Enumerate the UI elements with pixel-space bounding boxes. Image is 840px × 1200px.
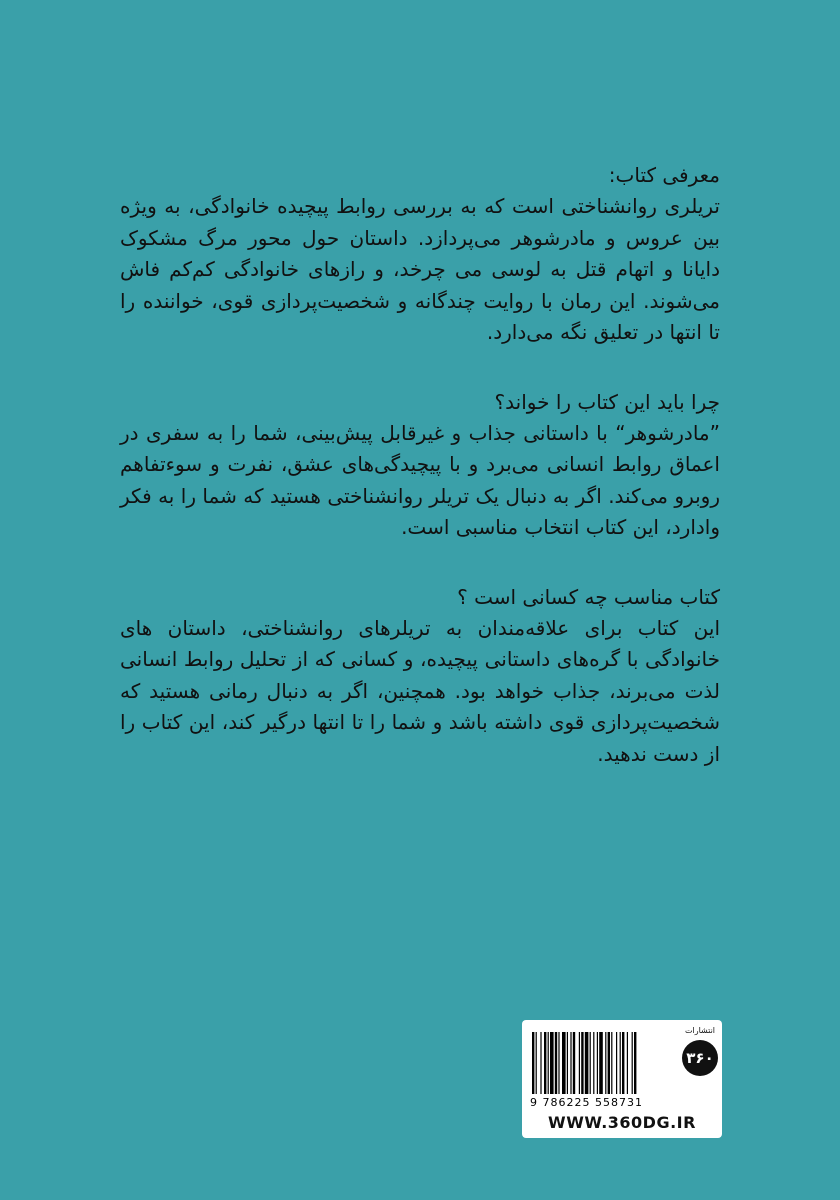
book-description xyxy=(120,160,720,808)
section-body: این کتاب برای علاقه‌مندان به تریلرهای روانشناختی، داستان های خانوادگی با گره‌های داستانی پیچیده، و کسانی که از تحلیل روابط انسانی لذت می‌برند، جذاب خواهد بود. همچنین، اگر به دنبال رمانی هستید که شخصیت‌پردازی قوی داشته باشد و شما را تا انتها درگیر کند، این کتاب را از دست ندهید. xyxy=(120,615,720,766)
section-heading: معرفی کتاب: xyxy=(608,163,720,187)
section-heading: کتاب مناسب چه کسانی است ؟ xyxy=(457,584,720,609)
section-why-read xyxy=(120,387,720,544)
section-heading: چرا باید این کتاب را خواند؟ xyxy=(494,389,720,414)
barcode-icon xyxy=(530,1032,680,1102)
publisher-logo xyxy=(682,1026,718,1088)
section-introduction xyxy=(120,160,720,349)
section-audience xyxy=(120,582,720,771)
section-body: تریلری روانشناختی است که به بررسی روابط پیچیده خانوادگی، به ویژه بین عروس و مادرشوهر می‌پردازد. داستان حول محور مرگ مشکوک دایانا و اتهام قتل به لوسی می چرخد، و رازهای خانوادگی کم‌کم فاش می‌شوند. این رمان با روایت چندگانه و شخصیت‌پردازی قوی، خواننده را تا انتها در تعلیق نگه می‌دارد. xyxy=(120,194,720,344)
logo-icon: ۳۶۰ xyxy=(682,1040,718,1076)
section-body: ”مادرشوهر“ با داستانی جذاب و غیرقابل پیش‌بینی، شما را به سفری در اعماق روابط انسانی می‌برد و با پیچیدگی‌های عشق، نفرت و سوء‌تفاهم روبرو می‌کند. اگر به دنبال یک تریلر روانشناختی هستید که شما را به فکر وادارد، این کتاب انتخاب مناسبی است. xyxy=(120,420,720,539)
publisher-badge xyxy=(522,1020,722,1138)
logo-label: انتشارات xyxy=(684,1026,716,1035)
publisher-website: WWW.360DG.IR xyxy=(548,1113,696,1132)
isbn-number: 9 786225 558731 xyxy=(530,1096,690,1109)
